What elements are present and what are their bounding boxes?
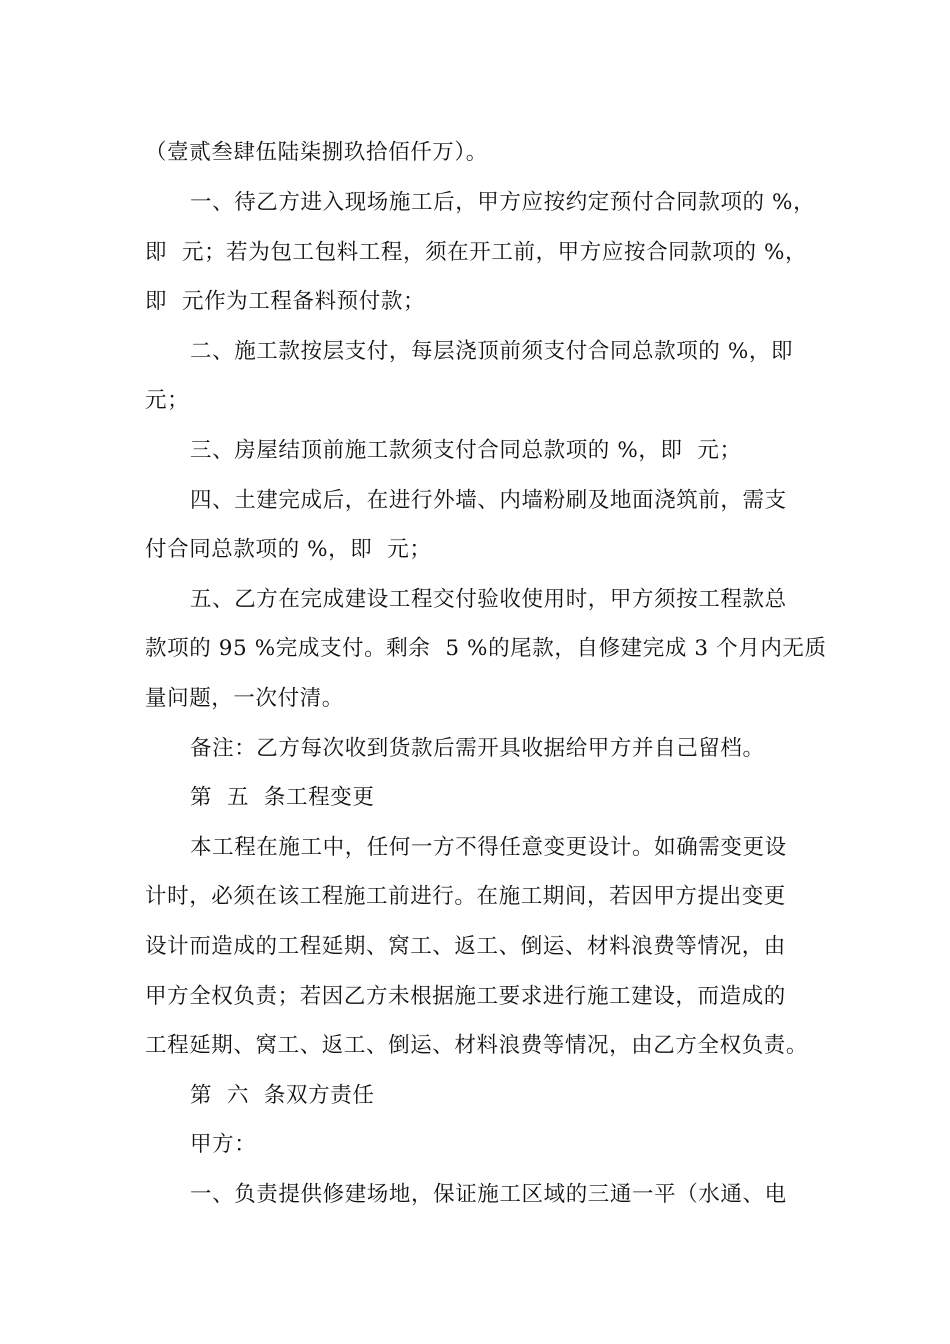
text-line: （壹贰叁肆伍陆柒捌玖拾佰仟万）。 bbox=[145, 140, 488, 165]
text-line: 三、房屋结顶前施工款须支付合同总款项的 %，即 元； bbox=[190, 438, 742, 463]
text-line: 一、负责提供修建场地，保证施工区域的三通一平（水通、电 bbox=[190, 1182, 787, 1207]
text-line: 五、乙方在完成建设工程交付验收使用时，甲方须按工程款总 bbox=[190, 587, 787, 612]
text-line: 工程延期、窝工、返工、倒运、材料浪费等情况，由乙方全权负责。 bbox=[145, 1033, 809, 1058]
text-line: 甲方全权负责；若因乙方未根据施工要求进行施工建设，而造成的 bbox=[145, 984, 786, 1009]
text-line: 计时，必须在该工程施工前进行。在施工期间，若因甲方提出变更 bbox=[145, 884, 786, 909]
section-heading: 第 五 条工程变更 bbox=[190, 785, 375, 810]
text-line: 付合同总款项的 %，即 元； bbox=[145, 537, 432, 562]
text-line: 本工程在施工中，任何一方不得任意变更设计。如确需变更设 bbox=[190, 835, 787, 860]
text-line: 一、待乙方进入现场施工后，甲方应按约定预付合同款项的 %， bbox=[190, 190, 816, 215]
text-line: 二、施工款按层支付，每层浇顶前须支付合同总款项的 %，即 bbox=[190, 339, 794, 364]
text-line: 量问题，一次付清。 bbox=[145, 686, 344, 711]
section-heading: 第 六 条双方责任 bbox=[190, 1083, 375, 1108]
text-line: 即 元作为工程备料预付款； bbox=[145, 289, 426, 314]
text-line: 款项的 95 %完成支付。剩余 5 %的尾款，自修建完成 3 个月内无质 bbox=[145, 636, 827, 661]
text-line: 元； bbox=[145, 388, 190, 413]
text-line: 备注：乙方每次收到货款后需开具收据给甲方并自己留档。 bbox=[190, 736, 765, 761]
text-line: 四、土建完成后，在进行外墙、内墙粉刷及地面浇筑前，需支 bbox=[190, 488, 787, 513]
text-line: 即 元；若为包工包料工程，须在开工前，甲方应按合同款项的 %， bbox=[145, 240, 808, 265]
text-line: 甲方： bbox=[190, 1132, 257, 1157]
text-line: 设计而造成的工程延期、窝工、返工、倒运、材料浪费等情况，由 bbox=[145, 934, 786, 959]
